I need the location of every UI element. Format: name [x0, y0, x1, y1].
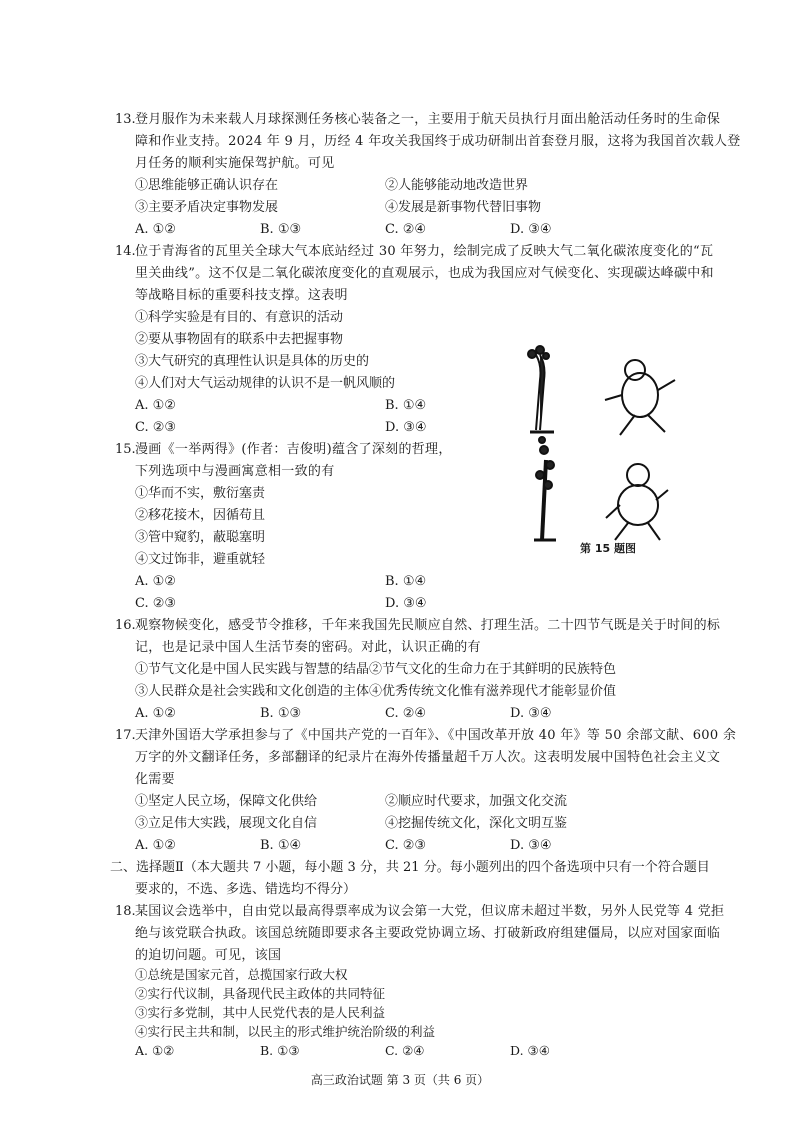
q15-stem-line: 下列选项中与漫画寓意相一致的有 [135, 464, 335, 479]
q13-choice-b: B. ①③ [260, 222, 302, 237]
q17-item: ①坚定人民立场，保障文化供给 [135, 794, 318, 809]
section-2-heading: 二、选择题Ⅱ（本大题共 7 小题，每小题 3 分，共 21 分。每小题列出的四个备选项中只有一个符合题目 [110, 860, 710, 875]
q18-choice-c: C. ②④ [385, 1043, 425, 1058]
q16-choice-b: B. ①③ [260, 706, 302, 721]
q16-item: ①节气文化是中国人民实践与智慧的结晶②节气文化的生命力在于其鲜明的民族特色 [135, 662, 617, 677]
q18-item: ③实行多党制，其中人民党代表的是人民利益 [135, 1005, 386, 1020]
q17-item: ②顺应时代要求，加强文化交流 [385, 794, 568, 809]
q17-stem-line: 天津外国语大学承担参与了《中国共产党的一百年》、《中国改革开放 40 年》等 50 余部文献、600 余 [135, 728, 737, 743]
q13-item: ①思维能够正确认识存在 [135, 178, 279, 193]
q13-choice-a: A. ①② [135, 222, 176, 237]
q17-item: ④挖掘传统文化，深化文明互鉴 [385, 816, 568, 831]
q15-choice-d: D. ③④ [385, 596, 427, 611]
q14-stem-line: 里关曲线”。这不仅是二氧化碳浓度变化的直观展示，也成为我国应对气候变化、实现碳达峰碳中和 [135, 266, 714, 281]
q14-choice-b: B. ①④ [385, 398, 427, 413]
q15-figure-caption: 第 15 题图 [580, 542, 636, 555]
q13-stem-line: 月任务的顺利实施保驾护航。可见 [135, 156, 335, 171]
q14-stem-line: 位于青海省的瓦里关全球大气本底站经过 30 年努力，绘制完成了反映大气二氧化碳浓度变化的“瓦 [135, 244, 714, 259]
q16-stem-line: 观察物候变化，感受节令推移，千年来我国先民顺应自然、打理生活。二十四节气既是关于时间的标 [135, 618, 721, 633]
q17-number: 17. [115, 728, 136, 743]
q15-item: ①华而不实，敷衍塞责 [135, 486, 266, 501]
q15-item: ③管中窥豹，蔽聪塞明 [135, 530, 266, 545]
q16-choice-d: D. ③④ [510, 706, 552, 721]
q13-choice-d: D. ③④ [510, 222, 552, 237]
q18-choice-a: A. ①② [135, 1043, 175, 1058]
q15-stem-line: 漫画《一举两得》(作者：吉俊明)蕴含了深刻的哲理， [135, 442, 452, 457]
cartoon-bottom-panel [534, 437, 668, 540]
q15-item: ④文过饰非，避重就轻 [135, 552, 266, 567]
q18-stem-line: 的迫切问题。可见，该国 [135, 948, 282, 963]
q18-item: ①总统是国家元首，总揽国家行政大权 [135, 967, 348, 982]
q15-choice-a: A. ①② [135, 574, 176, 589]
q17-choice-d: D. ③④ [510, 838, 552, 853]
q15-number: 15. [115, 442, 136, 457]
q14-item: ③大气研究的真理性认识是具体的历史的 [135, 354, 370, 369]
q18-number: 18. [115, 904, 136, 919]
q15-choice-c: C. ②③ [135, 596, 177, 611]
q17-item: ③立足伟大实践，展现文化自信 [135, 816, 318, 831]
q13-number: 13. [115, 112, 136, 127]
q17-choice-a: A. ①② [135, 838, 176, 853]
q14-item: ②要从事物固有的联系中去把握事物 [135, 332, 344, 347]
q18-stem-line: 绝与该党联合执政。该国总统随即要求各主要政党协调立场、打破新政府组建僵局，以应对国家面临 [135, 926, 721, 941]
q13-item: ②人能够能动地改造世界 [385, 178, 529, 193]
q14-choice-c: C. ②③ [135, 420, 177, 435]
q17-choice-c: C. ②③ [385, 838, 427, 853]
q13-stem-line: 登月服作为未来载人月球探测任务核心装备之一，主要用于航天员执行月面出舱活动任务时的生命保 [135, 112, 721, 127]
q17-stem-line: 化需要 [135, 772, 175, 787]
q18-item: ②实行代议制，具备现代民主政体的共同特征 [135, 986, 386, 1001]
q14-stem-line: 等战略目标的重要科技支撑。这表明 [135, 288, 348, 303]
q16-choice-a: A. ①② [135, 706, 176, 721]
q17-stem-line: 万字的外文翻译任务，多部翻译的纪录片在海外传播量超千万人次。这表明发展中国特色社会主义文 [135, 750, 721, 765]
q14-item: ④人们对大气运动规律的认识不是一帆风顺的 [135, 376, 396, 391]
q17-choice-b: B. ①④ [260, 838, 302, 853]
q15-cartoon-figure [510, 340, 690, 560]
q13-choice-c: C. ②④ [385, 222, 427, 237]
q14-choice-a: A. ①② [135, 398, 176, 413]
cartoon-top-panel [528, 346, 675, 435]
q16-item: ③人民群众是社会实践和文化创造的主体④优秀传统文化惟有滋养现代才能彰显价值 [135, 684, 617, 699]
q18-choice-d: D. ③④ [510, 1043, 550, 1058]
q14-choice-d: D. ③④ [385, 420, 427, 435]
section-2-heading-cont: 要求的，不选、多选、错选均不得分） [135, 882, 357, 897]
q18-item: ④实行民主共和制，以民主的形式维护统治阶级的利益 [135, 1024, 436, 1039]
page-footer: 高三政治试题 第 3 页（共 6 页） [310, 1073, 490, 1087]
q13-item: ③主要矛盾决定事物发展 [135, 200, 279, 215]
q14-item: ①科学实验是有目的、有意识的活动 [135, 310, 344, 325]
q18-choice-b: B. ①③ [260, 1043, 300, 1058]
q16-stem-line: 记，也是记录中国人生活节奏的密码。对此，认识正确的有 [135, 640, 481, 655]
q15-choice-b: B. ①④ [385, 574, 427, 589]
q16-number: 16. [115, 618, 136, 633]
q13-stem-line: 障和作业支持。2024 年 9 月，历经 4 年攻关我国终于成功研制出首套登月服，这将为我国首次载人登 [135, 134, 741, 149]
q15-item: ②移花接木，因循苟且 [135, 508, 266, 523]
q13-item: ④发展是新事物代替旧事物 [385, 200, 542, 215]
q16-choice-c: C. ②④ [385, 706, 427, 721]
q18-stem-line: 某国议会选举中，自由党以最高得票率成为议会第一大党，但议席未超过半数，另外人民党等 4 党拒 [135, 904, 725, 919]
q14-number: 14. [115, 244, 136, 259]
